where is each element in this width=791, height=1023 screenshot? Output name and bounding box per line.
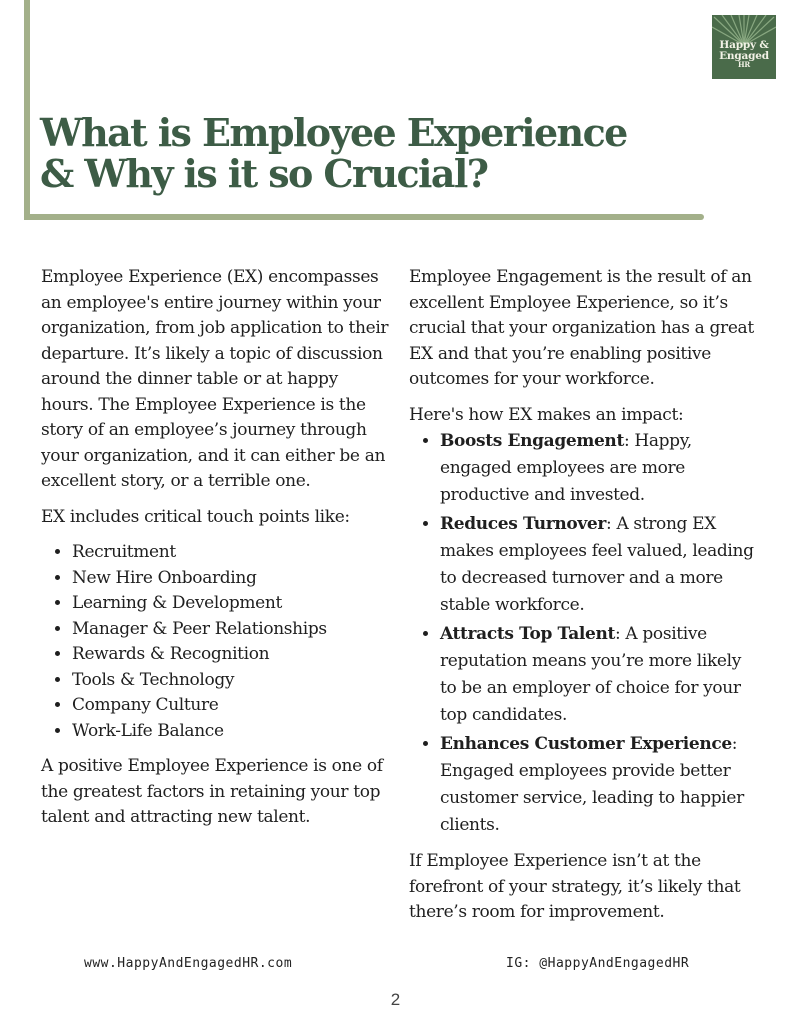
touch-points-list xyxy=(41,540,391,744)
ex-intro-paragraph: Employee Experience (EX) encompasses an employee's entire journey within your organization, from job application to their departure. It’s likely a topic of discussion around the dinner table or at happy hours. The Employee Experience is the story of an employee’s journey through your organization, and it can either be an excellent story, or a terrible one. xyxy=(41,267,389,491)
touch-points-intro: EX includes critical touch points like: xyxy=(41,506,350,527)
impact-item xyxy=(440,428,761,509)
impact-term: Boosts Engagement xyxy=(440,431,624,451)
impact-term: Attracts Top Talent xyxy=(440,624,615,644)
title-line1: What is Employee Experience xyxy=(40,110,627,155)
engagement-intro-paragraph: Employee Engagement is the result of an excellent Employee Experience, so it’s crucial that your organization has a great EX and that you’re enabling positive outcomes for your workforce. xyxy=(409,267,754,389)
list-item: • New Hire Onboarding xyxy=(72,566,391,592)
impact-term: Enhances Customer Experience xyxy=(440,734,732,754)
list-item: • Tools & Technology xyxy=(72,668,391,694)
impact-item xyxy=(440,731,761,839)
right-column xyxy=(409,265,761,936)
impact-term: Reduces Turnover xyxy=(440,514,607,534)
accent-bar-vertical xyxy=(24,0,30,218)
impact-item xyxy=(440,621,761,729)
impact-text: : A positive reputation means you’re more likely to be an employer of choice for your top candidates. xyxy=(440,624,741,725)
list-item: • Manager & Peer Relationships xyxy=(72,617,391,643)
list-item: • Rewards & Recognition xyxy=(72,642,391,668)
title-line2: & Why is it so Crucial? xyxy=(40,151,488,196)
impact-text: : Happy, engaged employees are more productive and invested. xyxy=(440,431,692,505)
list-item: • Recruitment xyxy=(72,540,391,566)
impact-text: : A strong EX makes employees feel valued, leading to decreased turnover and a more stable workforce. xyxy=(440,514,754,615)
accent-bar-horizontal xyxy=(24,214,704,220)
left-column xyxy=(41,265,391,841)
page-title xyxy=(40,112,627,194)
impact-item xyxy=(440,511,761,619)
list-item: • Work-Life Balance xyxy=(72,719,391,745)
list-item: • Learning & Development xyxy=(72,591,391,617)
logo-text-line2: Engaged xyxy=(719,49,769,62)
impact-intro: Here's how EX makes an impact: xyxy=(409,404,684,425)
footer-website[interactable]: www.HappyAndEngagedHR.com xyxy=(84,956,293,971)
footer-instagram[interactable]: IG: @HappyAndEngagedHR xyxy=(506,956,690,971)
page-number: 2 xyxy=(390,990,401,1009)
logo-text-line1: Happy & xyxy=(719,39,769,51)
ex-closing-paragraph: A positive Employee Experience is one of the greatest factors in retaining your top talent and attracting new talent. xyxy=(41,756,383,827)
logo-text-line3: HR xyxy=(737,60,751,69)
list-item: • Company Culture xyxy=(72,693,391,719)
strategy-closing-paragraph: If Employee Experience isn’t at the forefront of your strategy, it’s likely that there’s room for improvement. xyxy=(409,851,741,922)
impact-text: : Engaged employees provide better customer service, leading to happier clients. xyxy=(440,734,744,835)
impact-list xyxy=(409,428,761,839)
happy-engaged-hr-logo xyxy=(712,15,776,79)
